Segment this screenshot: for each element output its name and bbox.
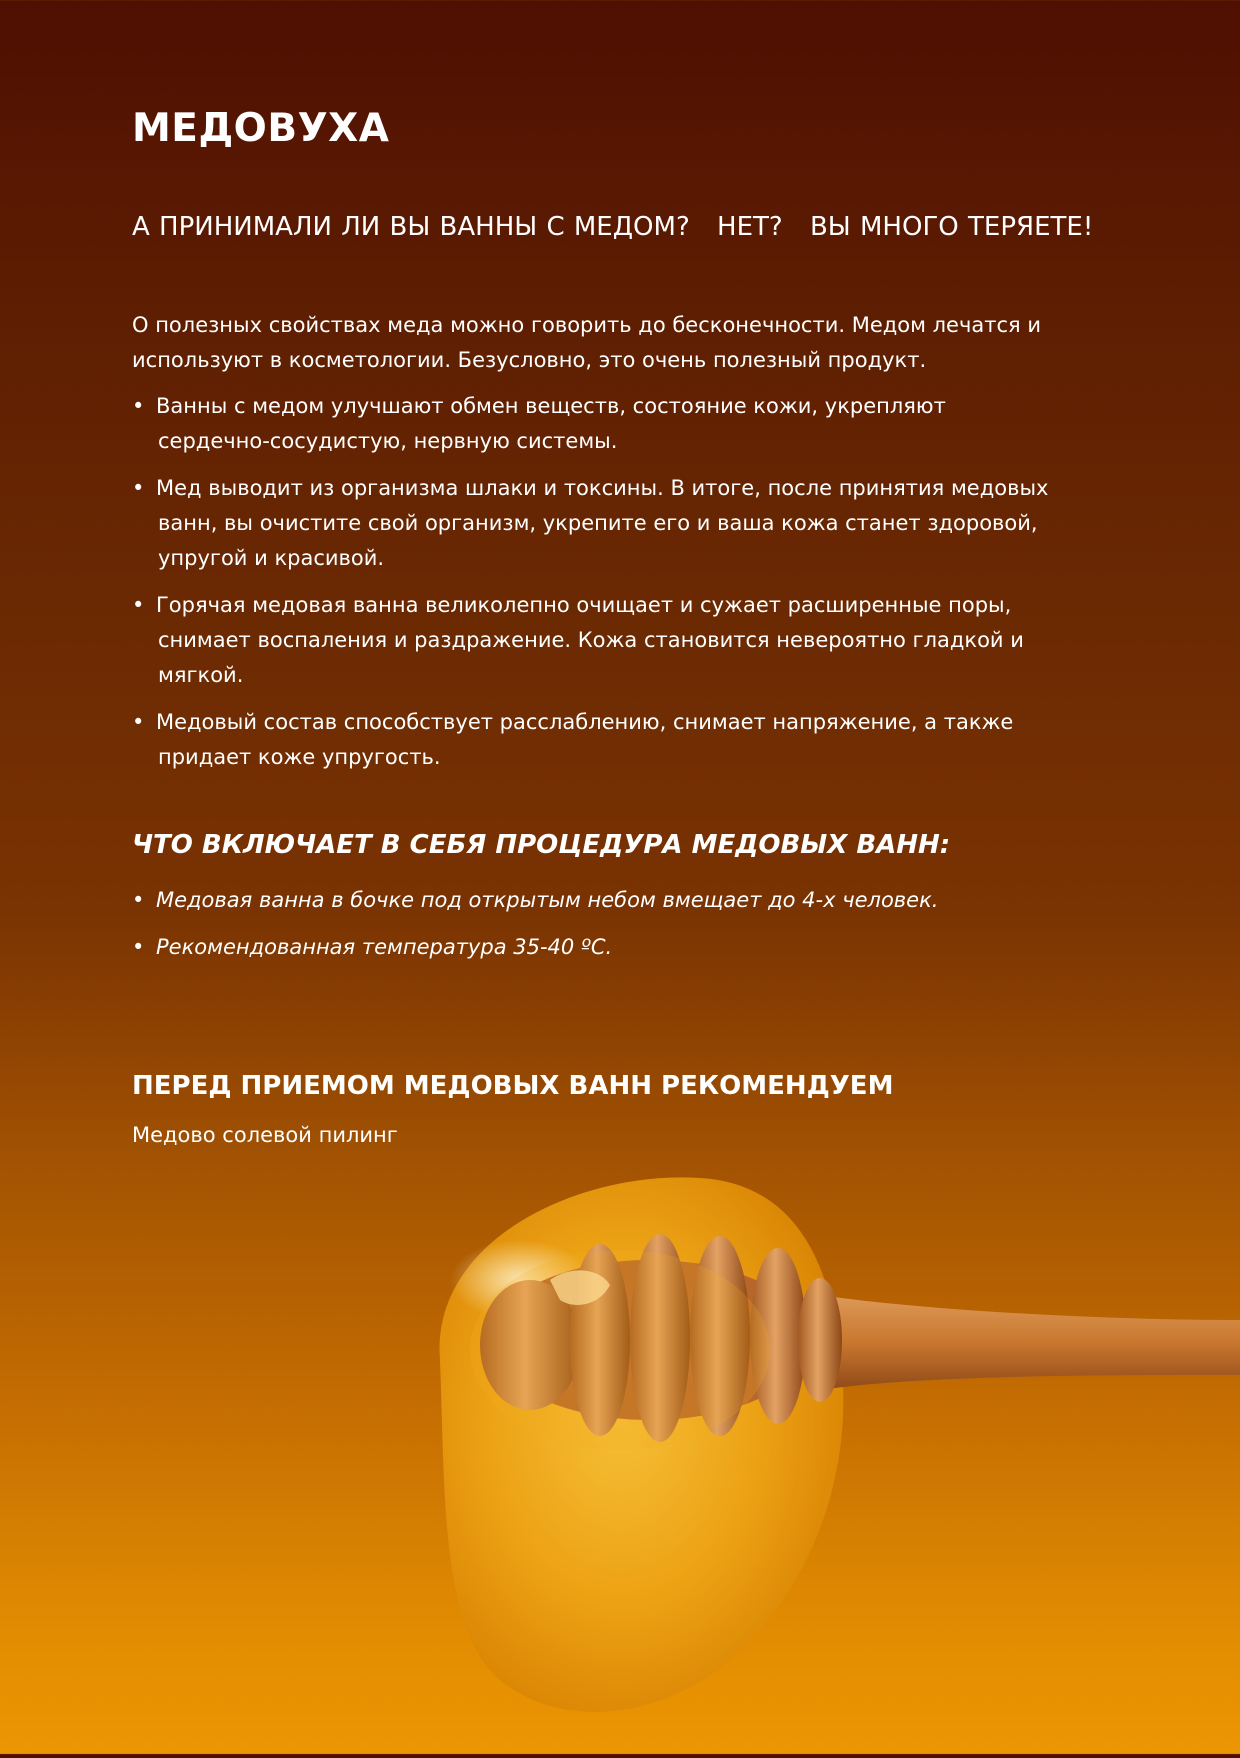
page-title: МЕДОВУХА — [132, 106, 390, 151]
intro-paragraph: О полезных свойствах меда можно говорить до бесконечности. Медом лечатся и используют в косметологии. Безусловно, это очень полезный продукт. — [132, 313, 1041, 372]
benefit-line: снимает воспаления и раздражение. Кожа становится невероятно гладкой и — [158, 628, 1024, 652]
benefit-line: • Медовый состав способствует расслаблению, снимает напряжение, а также — [156, 710, 1014, 734]
subtitle-exclaim: ВЫ МНОГО ТЕРЯЕТЕ! — [809, 212, 1094, 242]
benefit-line: • Ванны с медом улучшают обмен веществ, состояние кожи, укрепляют — [156, 394, 946, 418]
benefit-line: придает коже упругость. — [158, 745, 441, 769]
benefit-item — [132, 471, 1132, 576]
benefit-line: • Мед выводит из организма шлаки и токсины. В итоге, после принятия медовых — [156, 476, 1049, 500]
benefit-line: мягкой. — [158, 663, 244, 687]
benefit-item — [132, 705, 1132, 775]
benefit-line: сердечно-сосудистую, нервную системы. — [158, 429, 618, 453]
procedure-heading: ЧТО ВКЛЮЧАЕТ В СЕБЯ ПРОЦЕДУРА МЕДОВЫХ ВАНН: — [132, 830, 951, 860]
page-subtitle — [132, 212, 1093, 242]
procedure-item: • Медовая ванна в бочке под открытым небом вмещает до 4-х человек. — [132, 883, 1132, 918]
recommend-text: Медово солевой пилинг — [132, 1123, 398, 1147]
benefits-list — [132, 389, 1132, 787]
benefit-item — [132, 588, 1132, 693]
benefit-line: • Горячая медовая ванна великолепно очищает и сужает расширенные поры, — [156, 593, 1012, 617]
benefit-line: ванн, вы очистите свой организм, укрепите его и ваша кожа станет здоровой, — [158, 511, 1038, 535]
procedure-item: • Рекомендованная температура 35-40 ºС. — [132, 930, 1132, 965]
honey-dipper-icon — [400, 1160, 1240, 1754]
subtitle-question: А ПРИНИМАЛИ ЛИ ВЫ ВАННЫ С МЕДОМ? — [132, 212, 690, 242]
dipper-handle — [820, 1295, 1240, 1390]
procedure-list — [132, 883, 1132, 977]
recommend-heading: ПЕРЕД ПРИЕМОМ МЕДОВЫХ ВАНН РЕКОМЕНДУЕМ — [132, 1071, 894, 1101]
subtitle-no: НЕТ? — [717, 212, 783, 242]
benefit-item — [132, 389, 1132, 459]
benefit-line: упругой и красивой. — [158, 546, 385, 570]
